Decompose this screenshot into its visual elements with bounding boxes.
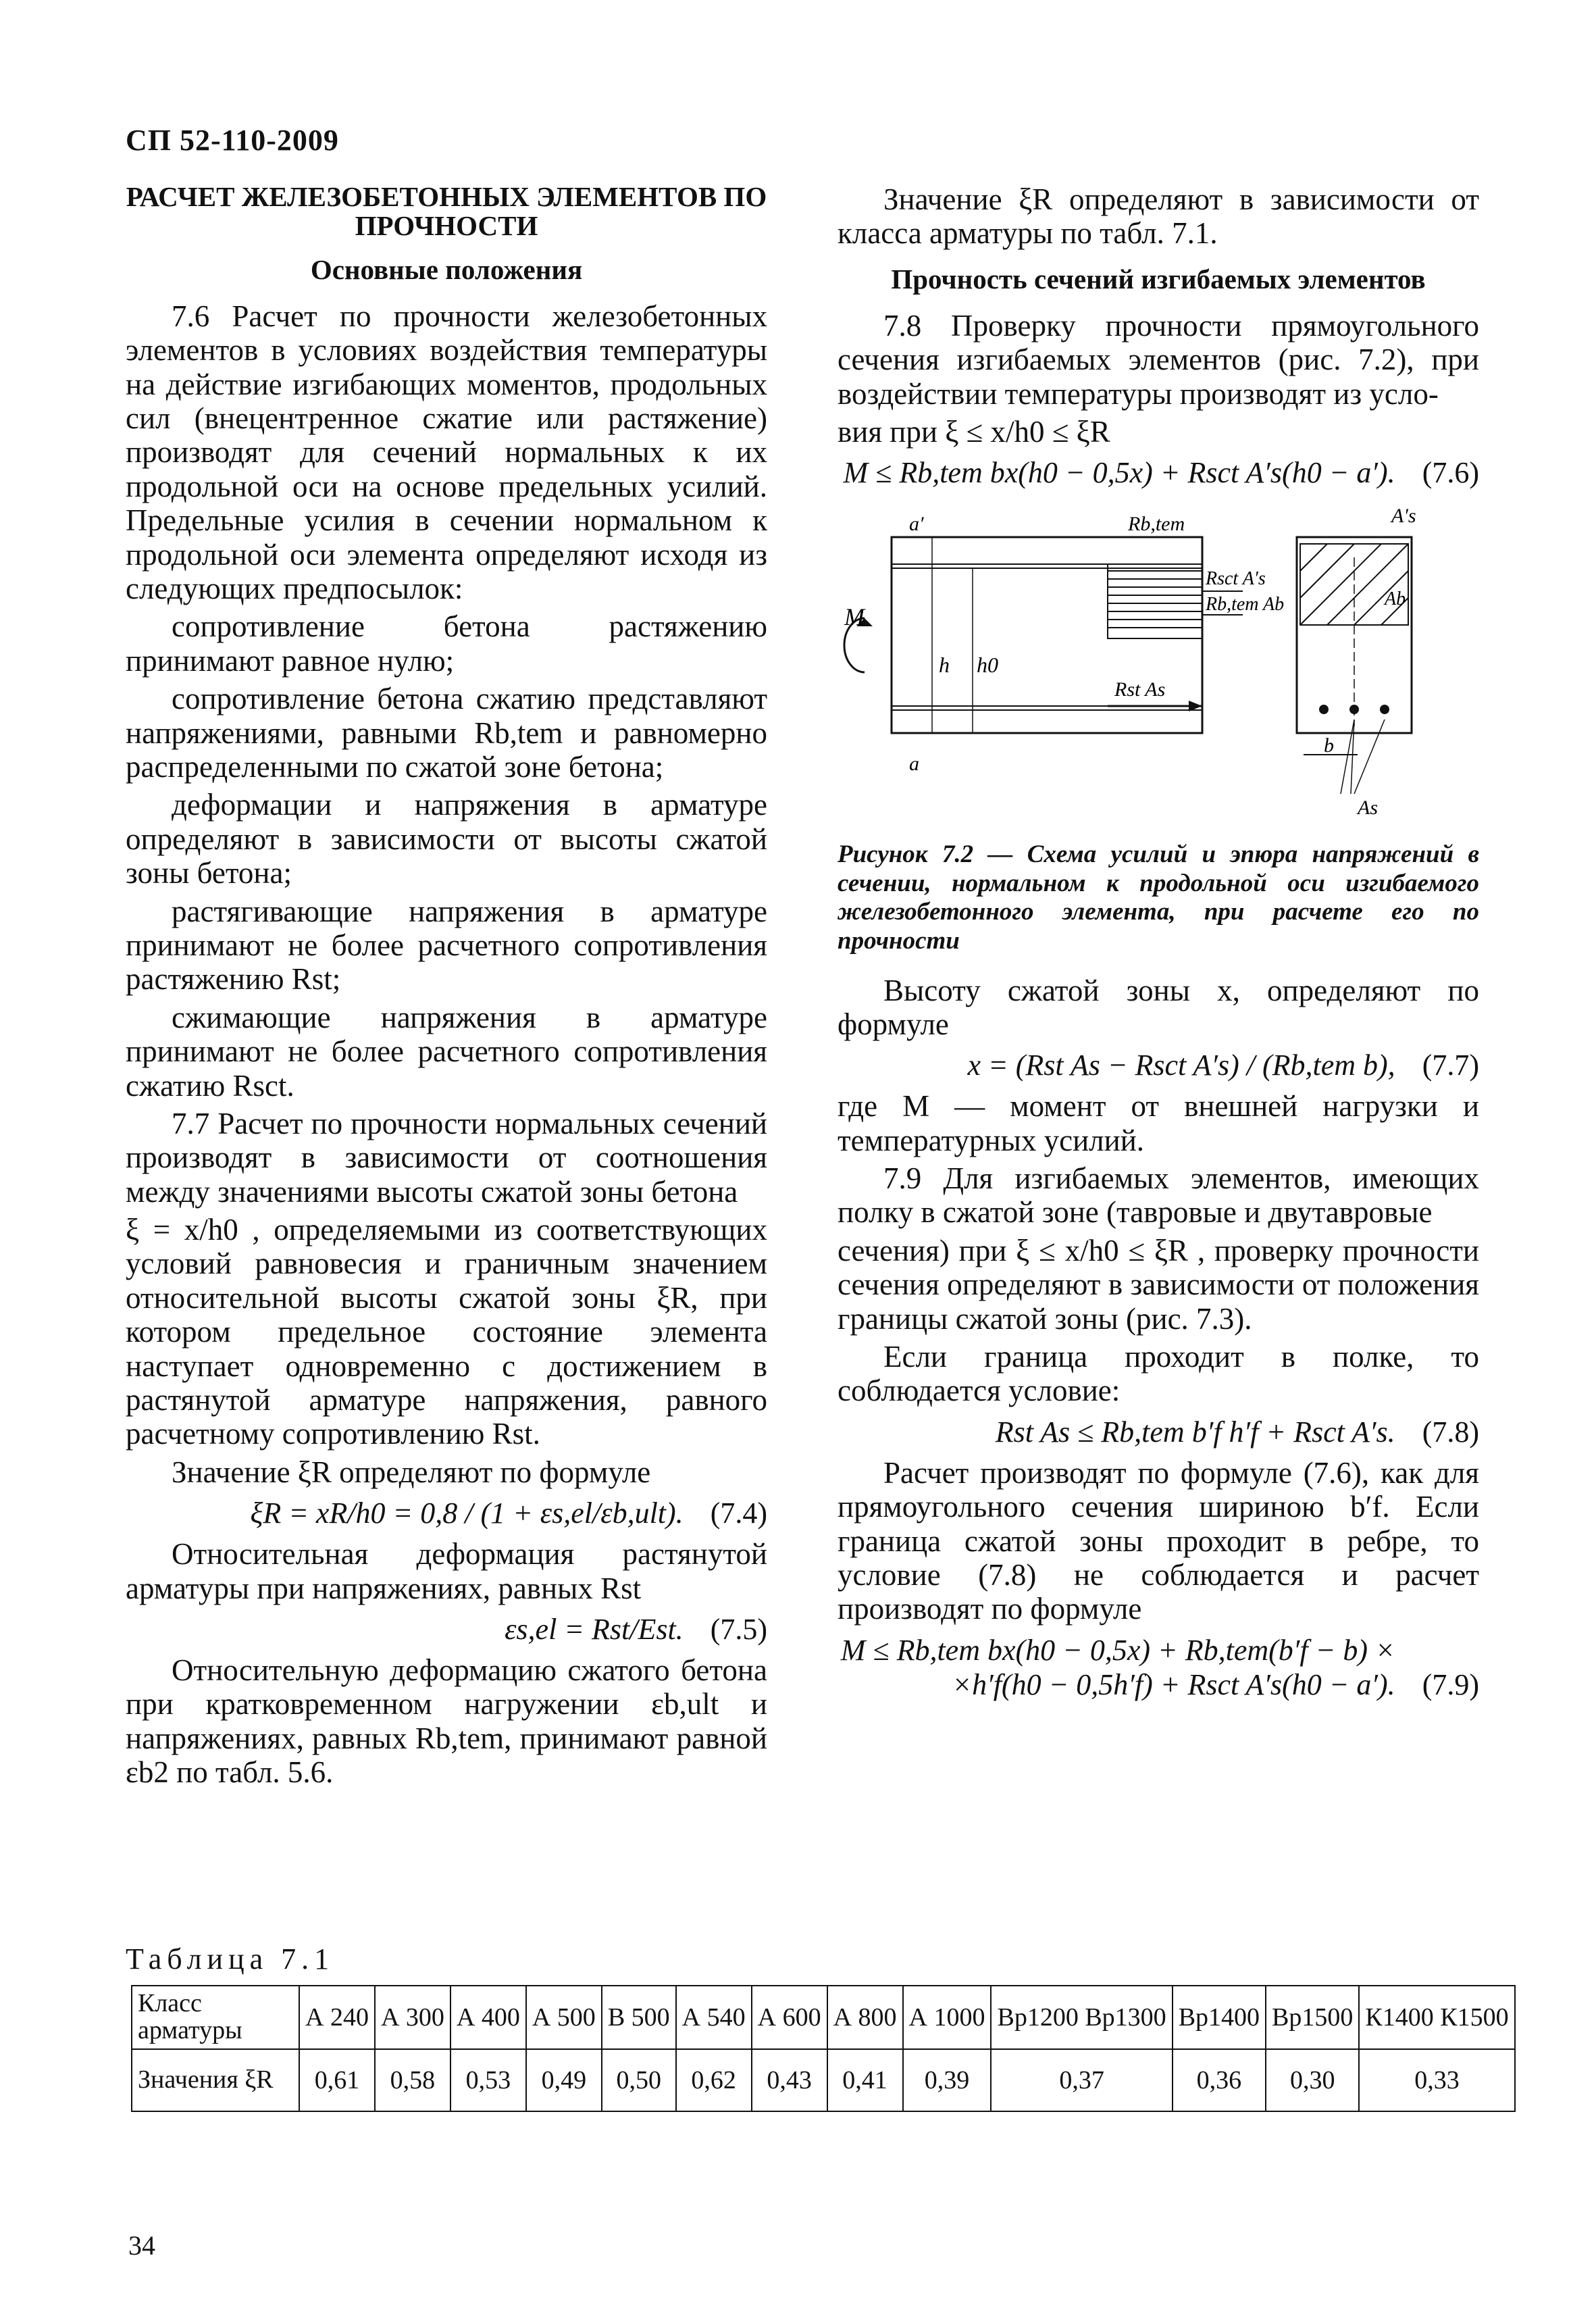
value-cell: 0,41: [827, 2049, 903, 2111]
table-values-row: [132, 2049, 1515, 2111]
paragraph-7-7-cont: ξ = x/h0 , определяемыми из соответствующих условий равновесия и граничным значением относительной высоты сжатой зоны ξR, при котором предельное состояние элемента наступает одновременно с достижением в растянутой арматуре напряжения, равного расчетному сопротивлению Rst.: [126, 1213, 767, 1451]
class-cell: А 600: [752, 1986, 827, 2049]
equation-7-9-body-2: ×h′f(h0 − 0,5h′f) + Rsct A′s(h0 − a′).: [952, 1667, 1395, 1701]
assumption-4: растягивающие напряжения в арматуре принимают не более расчетного сопротивления растяжению Rst;: [126, 894, 767, 997]
value-cell: 0,58: [375, 2049, 451, 2111]
table-title: Таблица 7.1: [126, 1942, 335, 1976]
equation-7-4: [126, 1496, 767, 1530]
paragraph-7-7: 7.7 Расчет по прочности нормальных сечений производят в зависимости от соотношения между значениями высоты сжатой зоны бетона: [126, 1106, 767, 1209]
class-cell: А 540: [676, 1986, 752, 2049]
class-cell: А 240: [299, 1986, 375, 2049]
value-cell: 0,33: [1359, 2049, 1514, 2111]
assumption-3: деформации и напряжения в арматуре определяют в зависимости от высоты сжатой зоны бетона;: [126, 788, 767, 890]
value-cell: 0,62: [676, 2049, 752, 2111]
table-header-row: [132, 1986, 1515, 2049]
beam-outline: [892, 537, 1202, 733]
table-row-label: Значения ξR: [132, 2049, 299, 2111]
equation-7-7-number: (7.7): [1422, 1049, 1479, 1082]
class-cell: Вр1500: [1266, 1986, 1359, 2049]
assumption-2: сопротивление бетона сжатию представляют напряжениями, равными Rb,tem и равномерно распределенными по сжатой зоне бетона;: [126, 682, 767, 784]
label-rst-as: Rst As: [1114, 678, 1166, 701]
class-cell: Вр1200 Вр1300: [991, 1986, 1172, 2049]
equation-7-5-number: (7.5): [710, 1612, 767, 1646]
where-paragraph: где M — момент от внешней нагрузки и температурных усилий.: [838, 1089, 1479, 1157]
class-cell: В 500: [602, 1986, 676, 2049]
label-b: b: [1324, 734, 1334, 757]
section-title: РАСЧЕТ ЖЕЛЕЗОБЕТОННЫХ ЭЛЕМЕНТОВ ПО ПРОЧНОСТИ: [126, 181, 767, 242]
label-rb-tem-ab: Rb,tem Ab: [1206, 594, 1285, 615]
page-number: 34: [128, 2230, 155, 2261]
paragraph-7-9: 7.9 Для изгибаемых элементов, имеющих полку в сжатой зоне (тавровые и двутавровые: [838, 1161, 1479, 1230]
section-subtitle: Основные положения: [310, 253, 583, 285]
class-cell: А 1000: [903, 1986, 992, 2049]
label-as-bottom: As: [1358, 797, 1378, 820]
equation-7-9-number: (7.9): [1422, 1667, 1479, 1701]
calc-paragraph: Расчет производят по формуле (7.6), как для прямоугольного сечения шириною b′f. Если граница сжатой зоны проходит в ребре, то условие (7.8) не соблюдается и расчет производят по формуле: [838, 1455, 1479, 1626]
paragraph-7-9-cont: сечения) при ξ ≤ x/h0 ≤ ξR , проверку прочности сечения определяют в зависимости от положения границы сжатой зоны (рис. 7.3).: [838, 1233, 1479, 1336]
shelf-paragraph: Если граница проходит в полке, то соблюдается условие:: [838, 1340, 1479, 1408]
strain-paragraph: Относительная деформация растянутой арматуры при напряжениях, равных Rst: [126, 1537, 767, 1605]
xi-r-note: Значение ξR определяют в зависимости от класса арматуры по табл. 7.1.: [838, 182, 1479, 251]
label-m: M: [844, 603, 865, 631]
label-a-bottom: a: [909, 753, 919, 776]
figure-caption: [838, 840, 1479, 955]
paragraph-7-8: 7.8 Проверку прочности прямоугольного сечения изгибаемых элементов (рис. 7.2), при воздействии температуры производят из усло-: [838, 308, 1479, 411]
equation-7-8: [838, 1415, 1479, 1449]
equation-7-9-body-1: M ≤ Rb,tem bx(h0 − 0,5x) + Rb,tem(b′f − b) ×: [840, 1633, 1395, 1667]
label-h0: h0: [977, 653, 998, 678]
label-a-top: a′: [909, 513, 924, 536]
label-rsct-as: Rsct A′s: [1206, 568, 1266, 590]
assumption-5: сжимающие напряжения в арматуре принимают не более расчетного сопротивления сжатию Rsct.: [126, 1000, 767, 1103]
value-cell: 0,61: [299, 2049, 375, 2111]
value-cell: 0,50: [602, 2049, 676, 2111]
rebar-class-table: [131, 1985, 1516, 2112]
class-cell: А 300: [375, 1986, 451, 2049]
right-column: [838, 182, 1479, 1709]
class-cell: А 500: [526, 1986, 602, 2049]
class-cell: А 800: [827, 1986, 903, 2049]
equation-7-6-body: M ≤ Rb,tem bx(h0 − 0,5x) + Rsct A′s(h0 − a′).: [843, 456, 1395, 490]
value-cell: 0,53: [451, 2049, 526, 2111]
figure-7-2-diagram: [838, 503, 1479, 821]
class-cell: А 400: [451, 1986, 526, 2049]
value-cell: 0,37: [991, 2049, 1172, 2111]
class-cell: Вр1400: [1173, 1986, 1266, 2049]
equation-7-9-line1: [838, 1633, 1479, 1667]
value-cell: 0,36: [1173, 2049, 1266, 2111]
equation-7-8-body: Rst As ≤ Rb,tem b′f h′f + Rsct A′s.: [995, 1415, 1395, 1449]
left-column: [126, 182, 767, 1794]
label-rb-tem: Rb,tem: [1128, 513, 1185, 536]
table-header-label: Класс арматуры: [132, 1986, 299, 2049]
value-cell: 0,30: [1266, 2049, 1359, 2111]
concrete-strain-paragraph: Относительную деформацию сжатого бетона при кратковременном нагружении εb,ult и напряжениях, равных Rb,tem, принимают равной εb2 по табл. 5.6.: [126, 1653, 767, 1790]
value-cell: 0,49: [526, 2049, 602, 2111]
figure-caption-text: — Схема усилий и эпюра напряжений в сечении, нормальном к продольной оси изгибаемого железобетонного элемента, при расчете его по прочности: [838, 840, 1479, 955]
equation-7-5-body: εs,el = Rst/Est.: [505, 1612, 684, 1646]
class-cell: К1400 К1500: [1359, 1986, 1514, 2049]
rebar-3: [1380, 705, 1389, 714]
equation-7-6-number: (7.6): [1422, 456, 1479, 490]
equation-7-9-line2: [838, 1667, 1479, 1702]
bending-subtitle: Прочность сечений изгибаемых элементов: [891, 263, 1426, 295]
paragraph-7-8-cont: вия при ξ ≤ x/h0 ≤ ξR: [838, 414, 1110, 449]
x-height-paragraph: Высоту сжатой зоны x, определяют по формуле: [838, 973, 1479, 1041]
equation-7-7-body: x = (Rst As − Rsct A′s) / (Rb,tem b),: [967, 1049, 1395, 1082]
equation-7-6: [838, 455, 1479, 490]
equation-7-4-body: ξR = xR/h0 = 0,8 / (1 + εs,el/εb,ult).: [250, 1496, 684, 1530]
figure-caption-label: Рисунок 7.2: [838, 840, 974, 869]
label-as-top: A′s: [1391, 505, 1416, 528]
equation-7-8-number: (7.8): [1422, 1415, 1479, 1449]
equation-7-4-number: (7.4): [710, 1496, 767, 1530]
assumption-1: сопротивление бетона растяжению принимают равное нулю;: [126, 609, 767, 678]
document-code: СП 52-110-2009: [126, 124, 339, 157]
figure-7-2: [838, 503, 1479, 824]
value-cell: 0,39: [903, 2049, 992, 2111]
value-cell: 0,43: [752, 2049, 827, 2111]
label-h: h: [939, 653, 950, 678]
paragraph-7-6: 7.6 Расчет по прочности железобетонных элементов в условиях воздействия температуры на действие изгибающих моментов, продольных сил (внецентренное сжатие или растяжение) производят для сечений нормальных к их продольной оси на основе предельных усилий. Предельные усилия в сечении нормальном к продольной оси элемента определяют исходя из следующих предпосылок:: [126, 299, 767, 606]
rebar-1: [1319, 705, 1329, 714]
xi-formula-intro: Значение ξR определяют по формуле: [172, 1455, 651, 1489]
label-ab: Ab: [1385, 588, 1406, 610]
equation-7-5: [126, 1612, 767, 1646]
equation-7-7: [838, 1048, 1479, 1082]
